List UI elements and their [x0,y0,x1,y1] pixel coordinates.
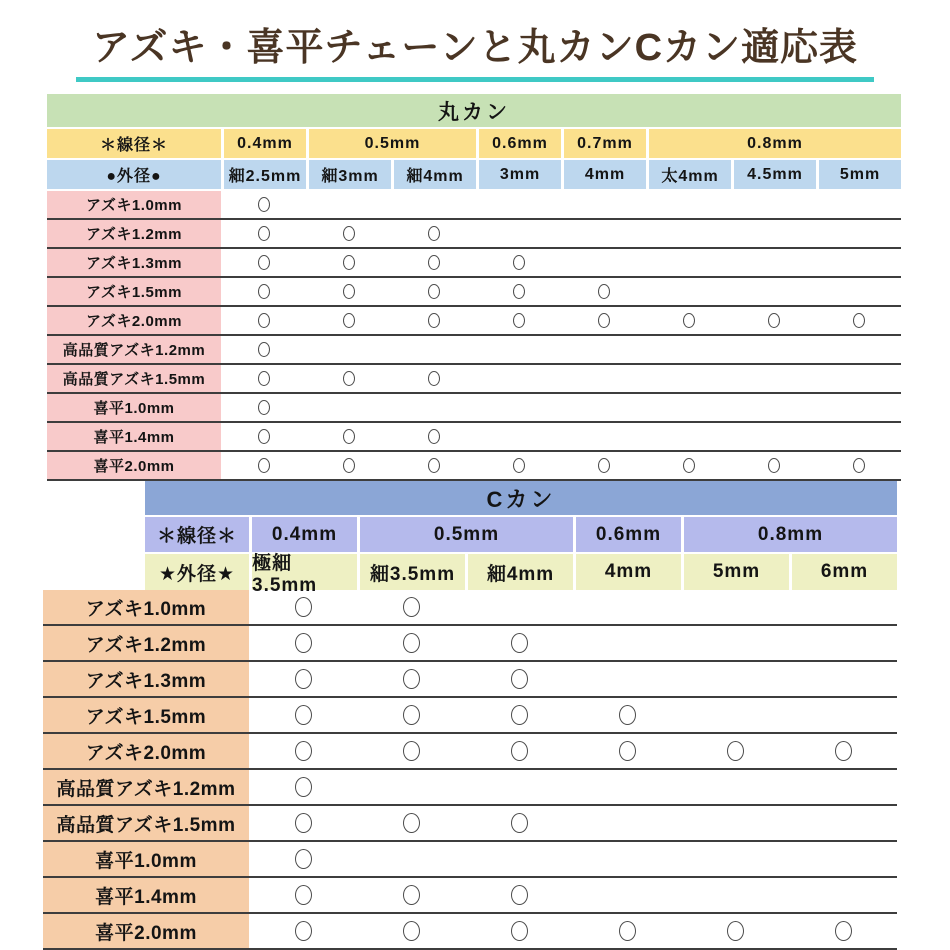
marukan-table-title: 丸カン [47,94,901,127]
outer-size-cell: 3mm [479,160,561,189]
mark-cell [221,394,306,421]
mark-cell [681,842,789,876]
outer-size-cell: 細4mm [394,160,476,189]
table-row [43,878,897,914]
mark-cell [476,278,561,305]
mark-cell [476,307,561,334]
mark-cell [789,878,897,912]
mark-cell [391,191,476,218]
mark-cell [731,394,816,421]
mark-cell [465,698,573,732]
mark-cell [561,307,646,334]
mark-cell [357,626,465,660]
circle-mark [683,313,695,328]
circle-mark [428,371,440,386]
circle-mark [511,813,528,833]
outer-size-cell: 細2.5mm [224,160,306,189]
circle-mark [258,400,270,415]
row-label: 高品質アズキ1.5mm [43,806,249,840]
row-label: 喜平1.4mm [47,423,221,450]
mark-cell [561,191,646,218]
mark-cell [357,914,465,948]
mark-cell [249,914,357,948]
mark-cell [465,806,573,840]
circle-mark [428,284,440,299]
table-row [43,698,897,734]
circle-mark [403,921,420,941]
mark-cell [391,220,476,247]
mark-cell [646,191,731,218]
mark-cell [221,191,306,218]
mark-cell [391,394,476,421]
circle-mark [619,705,636,725]
circle-mark [428,458,440,473]
mark-cell [391,452,476,479]
mark-cell [816,423,901,450]
wire-size-cell: 0.4mm [224,129,306,158]
circle-mark [258,197,270,212]
circle-mark [258,226,270,241]
mark-cell [573,590,681,624]
circle-mark [511,885,528,905]
mark-cell [357,590,465,624]
row-label: アズキ1.5mm [43,698,249,732]
mark-cell [357,662,465,696]
wire-size-cell: 0.7mm [564,129,646,158]
mark-cell [465,590,573,624]
mark-cell [789,806,897,840]
mark-cell [731,307,816,334]
mark-cell [249,626,357,660]
marukan-outer-diameter-row [47,160,901,189]
mark-cell [221,452,306,479]
circle-mark [403,813,420,833]
circle-mark [343,371,355,386]
circle-mark [683,458,695,473]
circle-mark [343,284,355,299]
circle-mark [295,921,312,941]
circle-mark [343,226,355,241]
table-row [47,220,901,249]
mark-cell [681,662,789,696]
table-row [47,452,901,481]
outer-size-cell: 極細3.5mm [252,554,357,590]
mark-cell [561,423,646,450]
mark-cell [681,626,789,660]
mark-cell [681,914,789,948]
circle-mark [403,741,420,761]
outer-size-cell: 細3.5mm [360,554,465,590]
circle-mark [511,741,528,761]
row-label: アズキ1.0mm [43,590,249,624]
mark-cell [816,307,901,334]
mark-cell [681,878,789,912]
mark-cell [306,191,391,218]
table-row [43,842,897,878]
circle-mark [511,921,528,941]
mark-cell [573,662,681,696]
wire-size-cell: 0.6mm [576,517,681,552]
mark-cell [731,365,816,392]
mark-cell [249,878,357,912]
row-label: アズキ1.0mm [47,191,221,218]
page-title-wrap [0,16,950,82]
circle-mark [598,284,610,299]
table-row [47,336,901,365]
circle-mark [428,255,440,270]
ckan-table-title: Cカン [145,481,897,515]
mark-cell [816,365,901,392]
circle-mark [403,669,420,689]
mark-cell [221,423,306,450]
wire-diameter-label: ＊線径＊ [145,517,249,552]
circle-mark [343,458,355,473]
mark-cell [561,394,646,421]
wire-size-cell: 0.4mm [252,517,357,552]
circle-mark [258,313,270,328]
mark-cell [816,452,901,479]
outer-size-cell: 太4mm [649,160,731,189]
mark-cell [573,806,681,840]
table-row [43,662,897,698]
circle-mark [295,885,312,905]
mark-cell [681,734,789,768]
ckan-table-header [145,481,897,596]
mark-cell [306,365,391,392]
mark-cell [731,191,816,218]
mark-cell [789,770,897,804]
mark-cell [573,878,681,912]
circle-mark [513,284,525,299]
mark-cell [357,806,465,840]
circle-mark [258,429,270,444]
row-label: 高品質アズキ1.2mm [47,336,221,363]
mark-cell [476,336,561,363]
mark-cell [561,365,646,392]
circle-mark [513,313,525,328]
mark-cell [221,336,306,363]
outer-size-cell: 6mm [792,554,897,590]
circle-mark [768,313,780,328]
mark-cell [789,734,897,768]
wire-diameter-label: ＊線径＊ [47,129,221,158]
mark-cell [465,626,573,660]
circle-mark [258,342,270,357]
mark-cell [465,770,573,804]
circle-mark [343,313,355,328]
mark-cell [789,698,897,732]
mark-cell [391,365,476,392]
circle-mark [295,777,312,797]
row-label: 喜平2.0mm [47,452,221,479]
mark-cell [561,220,646,247]
outer-size-cell: 5mm [684,554,789,590]
mark-cell [306,452,391,479]
marukan-table [47,94,901,481]
mark-cell [306,249,391,276]
mark-cell [357,878,465,912]
circle-mark [511,669,528,689]
mark-cell [391,423,476,450]
mark-cell [221,220,306,247]
mark-cell [357,734,465,768]
mark-cell [357,698,465,732]
mark-cell [681,770,789,804]
mark-cell [816,394,901,421]
mark-cell [249,734,357,768]
row-label: アズキ2.0mm [43,734,249,768]
mark-cell [391,278,476,305]
outer-size-cell: 細3mm [309,160,391,189]
row-label: 高品質アズキ1.2mm [43,770,249,804]
circle-mark [343,255,355,270]
ckan-outer-diameter-row [145,552,897,596]
mark-cell [465,878,573,912]
row-label: アズキ1.2mm [47,220,221,247]
mark-cell [573,734,681,768]
table-row [47,249,901,278]
mark-cell [465,734,573,768]
mark-cell [306,220,391,247]
circle-mark [403,597,420,617]
table-row [43,734,897,770]
circle-mark [511,705,528,725]
mark-cell [789,914,897,948]
circle-mark [295,813,312,833]
mark-cell [789,842,897,876]
mark-cell [561,336,646,363]
mark-cell [646,452,731,479]
table-row [47,423,901,452]
wire-size-cell: 0.8mm [684,517,897,552]
outer-diameter-label: ★外径★ [145,554,249,590]
mark-cell [731,336,816,363]
row-label: アズキ2.0mm [47,307,221,334]
mark-cell [391,307,476,334]
mark-cell [646,249,731,276]
circle-mark [598,313,610,328]
circle-mark [403,705,420,725]
mark-cell [221,365,306,392]
mark-cell [731,452,816,479]
page-title: アズキ・喜平チェーンと丸カンCカン適応表 [76,16,874,82]
mark-cell [249,842,357,876]
mark-cell [573,626,681,660]
outer-size-cell: 4mm [564,160,646,189]
mark-cell [249,590,357,624]
mark-cell [573,770,681,804]
mark-cell [391,249,476,276]
wire-size-cell: 0.5mm [360,517,573,552]
table-row [43,626,897,662]
mark-cell [646,394,731,421]
mark-cell [681,698,789,732]
circle-mark [258,255,270,270]
mark-cell [731,278,816,305]
mark-cell [646,220,731,247]
mark-cell [221,249,306,276]
mark-cell [646,278,731,305]
circle-mark [428,226,440,241]
circle-mark [403,633,420,653]
circle-mark [853,313,865,328]
outer-size-cell: 4mm [576,554,681,590]
mark-cell [476,365,561,392]
circle-mark [835,741,852,761]
row-label: 喜平1.0mm [43,842,249,876]
circle-mark [295,849,312,869]
circle-mark [295,669,312,689]
marukan-wire-diameter-row [47,129,901,158]
circle-mark [258,284,270,299]
mark-cell [221,278,306,305]
mark-cell [816,336,901,363]
table-row [43,590,897,626]
mark-cell [476,220,561,247]
mark-cell [249,698,357,732]
mark-cell [249,806,357,840]
mark-cell [731,220,816,247]
mark-cell [816,249,901,276]
wire-size-cell: 0.5mm [309,129,476,158]
circle-mark [295,633,312,653]
circle-mark [343,429,355,444]
row-label: アズキ1.5mm [47,278,221,305]
mark-cell [465,662,573,696]
mark-cell [789,626,897,660]
mark-cell [476,452,561,479]
circle-mark [768,458,780,473]
mark-cell [249,770,357,804]
outer-size-cell: 5mm [819,160,901,189]
table-row [43,914,897,950]
circle-mark [403,885,420,905]
mark-cell [306,307,391,334]
circle-mark [513,255,525,270]
mark-cell [561,452,646,479]
mark-cell [306,278,391,305]
row-label: 喜平2.0mm [43,914,249,948]
mark-cell [731,423,816,450]
row-label: アズキ1.3mm [43,662,249,696]
outer-size-cell: 細4mm [468,554,573,590]
wire-size-cell: 0.8mm [649,129,901,158]
mark-cell [816,278,901,305]
circle-mark [619,741,636,761]
mark-cell [789,662,897,696]
mark-cell [573,842,681,876]
mark-cell [391,336,476,363]
mark-cell [476,249,561,276]
mark-cell [476,191,561,218]
circle-mark [295,705,312,725]
mark-cell [573,914,681,948]
row-label: 高品質アズキ1.5mm [47,365,221,392]
mark-cell [476,394,561,421]
mark-cell [561,278,646,305]
mark-cell [573,698,681,732]
row-label: アズキ1.2mm [43,626,249,660]
mark-cell [465,842,573,876]
mark-cell [249,662,357,696]
mark-cell [789,590,897,624]
table-row [47,191,901,220]
circle-mark [258,371,270,386]
circle-mark [619,921,636,941]
circle-mark [853,458,865,473]
ckan-table-body [43,590,897,950]
mark-cell [816,191,901,218]
mark-cell [221,307,306,334]
circle-mark [295,741,312,761]
outer-diameter-label: ●外径● [47,160,221,189]
circle-mark [513,458,525,473]
mark-cell [731,249,816,276]
row-label: 喜平1.0mm [47,394,221,421]
circle-mark [258,458,270,473]
table-row [43,770,897,806]
mark-cell [465,914,573,948]
mark-cell [681,590,789,624]
mark-cell [306,336,391,363]
circle-mark [727,741,744,761]
circle-mark [511,633,528,653]
circle-mark [295,597,312,617]
wire-size-cell: 0.6mm [479,129,561,158]
mark-cell [561,249,646,276]
row-label: アズキ1.3mm [47,249,221,276]
mark-cell [476,423,561,450]
circle-mark [598,458,610,473]
mark-cell [816,220,901,247]
mark-cell [646,307,731,334]
circle-mark [428,313,440,328]
mark-cell [646,365,731,392]
table-row [47,278,901,307]
mark-cell [306,423,391,450]
circle-mark [835,921,852,941]
mark-cell [357,842,465,876]
row-label: 喜平1.4mm [43,878,249,912]
mark-cell [681,806,789,840]
table-row [47,394,901,423]
mark-cell [646,336,731,363]
mark-cell [357,770,465,804]
table-row [43,806,897,842]
circle-mark [727,921,744,941]
marukan-table-body [47,191,901,481]
outer-size-cell: 4.5mm [734,160,816,189]
mark-cell [646,423,731,450]
table-row [47,307,901,336]
table-row [47,365,901,394]
circle-mark [428,429,440,444]
mark-cell [306,394,391,421]
